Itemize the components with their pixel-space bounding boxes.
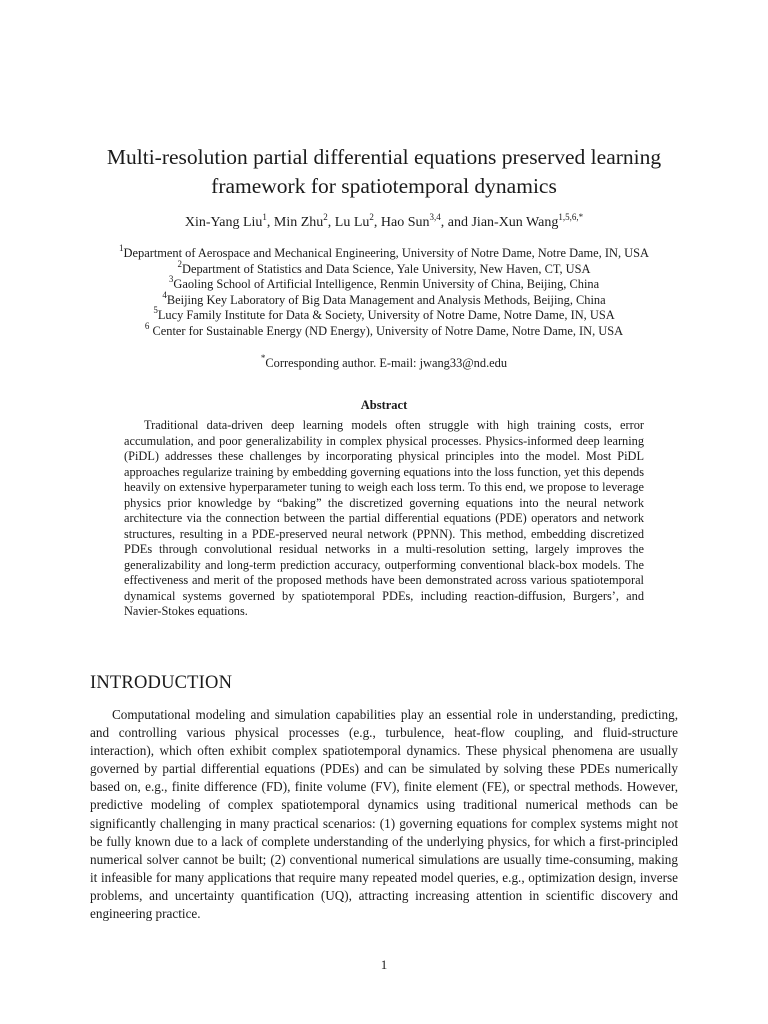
author: Lu Lu$^2$, [334, 211, 381, 230]
introduction-paragraph: Computational modeling and simulation capabilities play an essential role in understanding, predicting, and controlling various physical processes (e.g., turbulence, heat-flow coupling, and fluid-structure interaction), which often exhibit complex spatiotemporal dynamics. These physical phenomena are usually governed by partial differential equations (PDEs) and can be simulated by solving these PDEs numerically based on, e.g., finite difference (FD), finite volume (FV), finite element (FE), or spectral methods. However, predictive modeling of complex spatiotemporal dynamics using traditional numerical methods can be significantly challenging in many practical scenarios: (1) governing equations for complex systems might not be fully known due to a lack of complete understanding of the underlying physics, for which a first-principled numerical solver cannot be built; (2) conventional numerical simulations are usually time-consuming, making it infeasible for many applications that require many repeated model queries, e.g., optimization design, inverse problems, and uncertainty quantification (UQ), attracting increasing attention in scientific discovery and engineering practice. [90, 707, 678, 922]
abstract-text: Traditional data-driven deep learning models often struggle with high training costs, error accumulation, and poor generalizability in complex physical processes. Physics-informed deep learning (PiDL) addresses these challenges by incorporating physical principles into the model. Most PiDL approaches regularize training by embedding governing equations into the loss function, yet this depends heavily on extensive hyperparameter tuning to weigh each loss term. To this end, we propose to leverage physics prior knowledge by “baking” the discretized governing equations into the neural network architecture via the connection between the partial differential equations (PDE) operators and network structures, resulting in a PDE-preserved neural network (PPNN). This method, embedding discretized PDEs through convolutional residual networks in a multi-resolution setting, largely improves the generalizability and long-term prediction accuracy, outperforming conventional black-box models. The effectiveness and merit of the proposed methods have been demonstrated across various spatiotemporal dynamical systems governed by spatiotemporal PDEs, including reaction-diffusion, Burgers’, and Navier-Stokes equations. [124, 418, 644, 618]
abstract-heading: Abstract [360, 398, 408, 412]
affiliation: $^5$Lucy Family Institute for Data & Society, University of Notre Dame, Notre Dame, IN, USA [153, 305, 615, 322]
affiliation: $^1$Department of Aerospace and Mechanical Engineering, University of Notre Dame, Notre Dame, IN, USA [119, 243, 649, 260]
author: Xin-Yang Liu$^1$, [184, 211, 274, 230]
author-list [60, 211, 708, 232]
affiliation: $^4$Beijing Key Laboratory of Big Data Management and Analysis Methods, Beijing, China [162, 289, 606, 307]
affiliation: $^2$Department of Statistics and Data Science, Yale University, New Haven, CT, USA [177, 258, 591, 276]
page-number: 1 [380, 957, 388, 972]
affiliation-list [60, 243, 708, 339]
corresponding-author-note: *Corresponding author. E-mail: jwang33@nd.edu [260, 353, 508, 370]
author: Jian-Xun Wang$^{1,5,6,*}$ [471, 211, 584, 230]
section-heading-introduction: INTRODUCTION [90, 673, 233, 693]
affiliation: $^3$Gaoling School of Artificial Intelligence, Renmin University of China, Beijing, China [168, 274, 600, 291]
author: Hao Sun$^{3,4}$, and [380, 211, 472, 230]
affiliation: $^6$ Center for Sustainable Energy (ND Energy), University of Notre Dame, Notre Dame, IN, USA [144, 320, 624, 338]
paper-title: Multi-resolution partial differential equations preserved learning framework for spatiotemporal dynamics [106, 145, 662, 198]
author: Min Zhu$^2$, [273, 211, 335, 230]
